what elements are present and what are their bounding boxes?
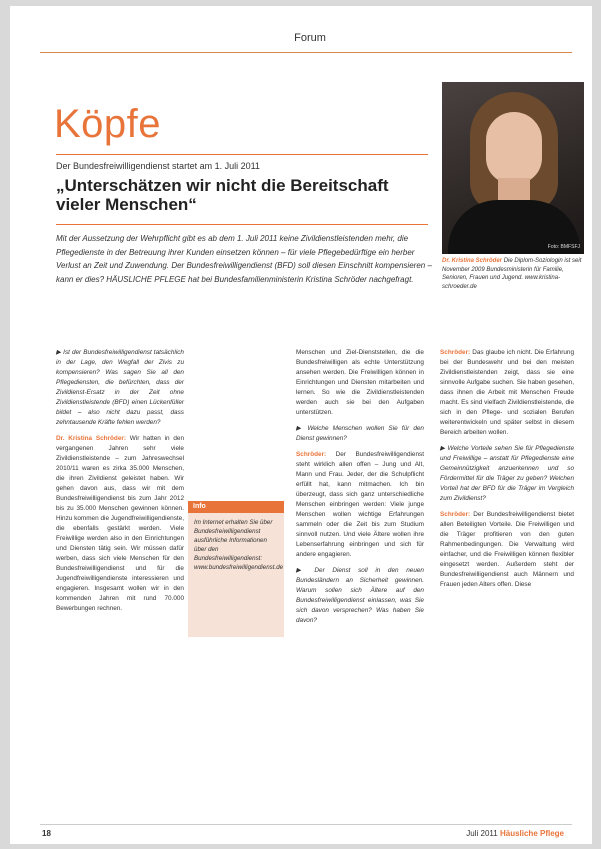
page-number: 18: [42, 829, 51, 838]
speaker-label: Schröder:: [440, 349, 471, 356]
question-4: ▶ Welche Vorteile sehen Sie für Pflegedienste und Freiwillige – anstatt für Pflegedienste eine Gemeinnützigkeit anzuerkennen und so Fördermittel für die Träger zu geben? Welchen Vorteil hat der BFD für die Träger im Vergleich zum Zivildienst?: [440, 445, 574, 502]
caption-name: Dr. Kristina Schröder: [442, 258, 503, 264]
article-lead: Mit der Aussetzung der Wehrpflicht gibt es ab dem 1. Juli 2011 keine Zivildienstleistenden mehr, die Pflegedienste in der Betreuung ihrer Kunden einsetzen können – für viele Pflegebedürftige ein herber Verlust an Zeit und Zuwendung. Der Bundesfreiwilligendienst (BFD) soll diesen Einschnitt kompensieren – kann er dies? HÄUSLICHE PFLEGE hat bei Bundesfamilienministerin Kristina Schröder nachgefragt.: [56, 234, 432, 284]
answer-1-continued: Menschen und Ziel-Dienststellen, die die Bundesfreiwilligen als echte Unterstützung ansehen werden. Die Freiwilligen können in Einrichtungen und Diensten mitarbeiten und lernen. So wie die Zivildienstleistenden werden auch sie bei den Aufgaben unterstützen.: [296, 349, 424, 416]
portrait-photo: [442, 82, 584, 254]
answer-4-text: Der Bundesfreiwilligendienst bietet allen Beteiligten Vorteile. Die Freiwilligen und die Träger profitieren von den guten Rahmenbedingungen. Die Verwaltung wird einfacher, und die Freiwilligen können flexibler eingesetzt werden. Außerdem steht der Bundesfreiwilligendienst auch Männern und Frauen jeden Alters offen. Diese: [440, 511, 574, 588]
answer-1: [56, 434, 184, 614]
article-headline: „Unterschätzen wir nicht die Bereitschaft vieler Menschen“: [56, 176, 389, 214]
headline-rule: [56, 224, 428, 225]
answer-3: [440, 348, 574, 438]
info-text: Im Internet erhalten Sie über Bundesfreiwilligendienst ausführliche Informationen über den Bundesfreiwilligendienst: www.bundesfreiwilligendienst.de: [194, 519, 284, 571]
issue-date: Juli 2011: [466, 829, 498, 838]
info-label: Info: [188, 501, 284, 513]
answer-2: [296, 450, 424, 560]
portrait-face: [486, 112, 542, 184]
text-column-3: [296, 348, 424, 632]
speaker-label: Schröder:: [440, 511, 471, 518]
text-column-1: [56, 348, 184, 620]
caption-text: Die Diplom-Soziologin ist seit November 2009 Bundesministerin für Familie, Senioren, Frauen und Jugend. www.kristina-schroeder.de: [442, 258, 582, 290]
header-rule: [40, 52, 572, 53]
question-2: ▶ Welche Menschen wollen Sie für den Dienst gewinnen?: [296, 425, 424, 442]
magazine-name: Häusliche Pflege: [499, 829, 564, 838]
question-3: ▶ Der Dienst soll in den neuen Bundesländern an Sicherheit gewinnen. Warum sollen sich Ältere auf den Bundesfreiwilligendienst einlassen, was Sie sich davon versprechen? Was haben Sie davon?: [296, 567, 424, 624]
article-kicker: Der Bundesfreiwilligendienst startet am 1. Juli 2011: [56, 161, 260, 171]
info-box: [188, 501, 284, 637]
magazine-page: [10, 6, 592, 844]
answer-1-text: Wir hatten in den vergangenen Jahren sehr viele Zivildienstleistende – zum Jahreswechsel 2010/11 waren es zirka 35.000 Menschen, die ihren Zivildienst geleistet haben. Wir gehen davon aus, dass wir mit dem Bundesfreiwilligendienst bis zum Jahr 2012 bis zu 35.000 Menschen gewinnen können. Hinzu kommen die Jugendfreiwilligendienste, die ebenfalls gestärkt werden. Viele Freiwillige werden also in den Einrichtungen und Diensten tätig sein. Wir müssen dafür werben, dass sich viele Menschen für den Bundesfreiwilligendienst und für die Jugendfreiwilligendienste interessieren und engagieren. Insgesamt wollen wir in den kommenden Jahren mit rund 70.000 Bewerbungen rechnen.: [56, 435, 184, 612]
section-label: Forum: [294, 32, 326, 44]
text-column-4: [440, 348, 574, 596]
answer-3-text: Das glaube ich nicht. Die Erfahrung bei der Bundeswehr und bei den meisten Zivildienstleistenden zeigt, dass sie eine sinnvolle Aufgabe suchen. Sie haben gesehen, dass ihnen die Arbeit mit Menschen Freude macht. Es sind vielfach Zivildienstleistende, die sich in den Pflege- und sozialen Berufen weiterentwickeln und später selbst in diesem Bereich arbeiten wollen.: [440, 349, 574, 436]
title-rule: [56, 154, 428, 155]
question-1: ▶ Ist der Bundesfreiwilligendienst tatsächlich in der Lage, den Wegfall der Zivis zu kompensieren? Was sagen Sie all den Pflegediensten, die befürchten, dass der Zivildienst-Ersatz in der Zeit ohne Zivildienstleistende (BFD) einen Lückenfüller bildet – also nicht dazu passt, dass zehntausende Kräfte fehlen werden?: [56, 349, 184, 426]
speaker-label: Schröder:: [296, 451, 327, 458]
footer-issue: [466, 829, 564, 838]
footer-rule: [40, 824, 572, 825]
photo-caption: [442, 257, 584, 291]
answer-4: [440, 510, 574, 590]
speaker-label: Dr. Kristina Schröder:: [56, 435, 127, 442]
rubric-title: Köpfe: [54, 102, 162, 146]
photo-credit: Foto: BMFSFJ: [547, 244, 580, 250]
answer-2-text: Der Bundesfreiwilligendienst steht wirklich allen offen – Jung und Alt, Mann und Frau. Jeder, der die Schulpflicht erfüllt hat, kann mitmachen. Ich bin überzeugt, dass sich ganz unterschiedliche Menschen einbringen werden: Viele junge Menschen wollen wichtige Erfahrungen sammeln oder die Zeit bis zum Studium sinnvoll nutzen. Und viele Ältere wollen ihre Lebenserfahrung einbringen und sich für andere engagieren.: [296, 451, 425, 558]
